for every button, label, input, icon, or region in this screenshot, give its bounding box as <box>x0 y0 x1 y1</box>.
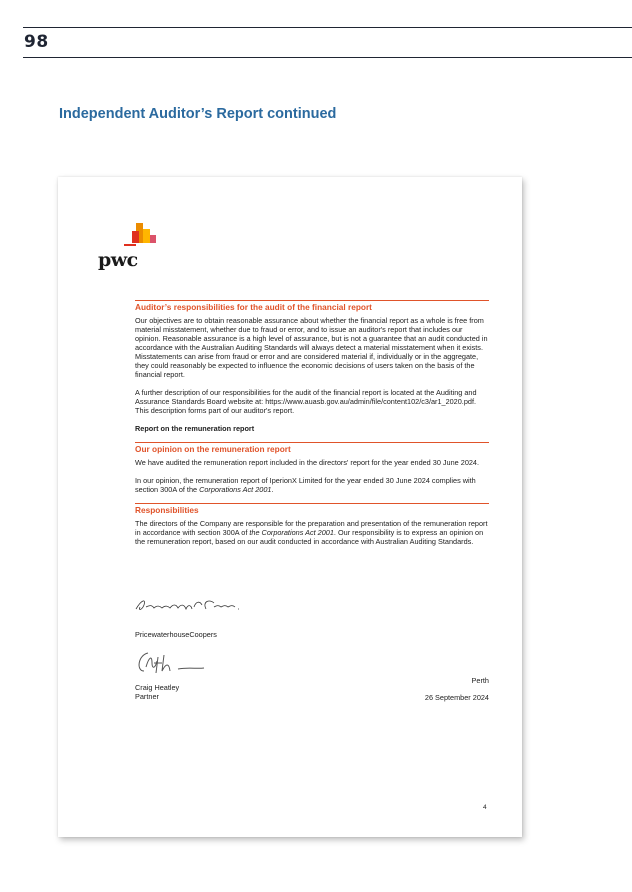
partner-title: Partner <box>135 691 159 701</box>
paragraph: We have audited the remuneration report included in the directors' report for the year ended 30 June 2024. <box>135 458 480 467</box>
partner-name: Craig Heatley <box>135 683 180 692</box>
firm-signature-icon <box>132 595 252 617</box>
text: The directors of the Company are responsible for the preparation and presentation of the remuneration report in accordance with section 300A of <box>135 519 488 537</box>
firm-name: PricewaterhouseCoopers <box>135 630 217 639</box>
paragraph: A further description of our responsibilities for the audit of the financial report is located at the Auditing and Assurance Standards Board website at: https://www.auasb.gov.au/admin/file/content102/c3/ar1_2020.pdf. This description forms part of our auditor's report. <box>135 388 477 415</box>
paragraph: Our objectives are to obtain reasonable assurance about whether the financial report as a whole is free from material misstatement, whether due to fraud or error, and to issue an auditor's report that includes our opinion. Reasonable assurance is a high level of assurance, but is not a guarantee that an audit conducted in accordance with the Australian Auditing Standards will always detect a material misstatement when it exists. Misstatements can arise from fraud or error and are considered material if, individually or in the aggregate, they could reasonably be expected to influence the economic decisions of users taken on the basis of the financial report. <box>135 316 488 379</box>
heading-auditor-responsibilities: Auditor’s responsibilities for the audit of the financial report <box>135 300 489 312</box>
partner-block <box>135 684 179 701</box>
document-page-number: 4 <box>483 804 487 811</box>
paragraph <box>135 476 489 494</box>
act-name: the Corporations Act 2001 <box>249 528 334 537</box>
embedded-report-page <box>58 177 522 837</box>
page-number: 98 <box>24 32 49 52</box>
text: In our opinion, the remuneration report of IperionX Limited for the year ended 30 June 2024 complies with section 300A of the <box>135 476 476 494</box>
text: . <box>271 485 274 494</box>
paragraph <box>135 519 489 546</box>
heading-opinion: Our opinion on the remuneration report <box>135 442 489 454</box>
pwc-logo-text: pwc <box>98 249 138 271</box>
text: . Our responsibility is to express an opinion on the remuneration report, based on our audit conducted in accordance with Australian Auditing Standards. <box>135 528 484 546</box>
header-rule-top <box>23 27 632 28</box>
act-name: Corporations Act 2001 <box>199 485 272 494</box>
partner-signature-icon <box>134 647 209 677</box>
heading-remuneration-report: Report on the remuneration report <box>135 424 255 433</box>
header-rule-bottom <box>23 57 632 58</box>
sign-place: Perth <box>471 676 489 685</box>
sign-date: 26 September 2024 <box>424 693 489 702</box>
section-title: Independent Auditor’s Report continued <box>59 106 337 122</box>
report-body <box>135 300 489 555</box>
heading-responsibilities: Responsibilities <box>135 503 489 515</box>
